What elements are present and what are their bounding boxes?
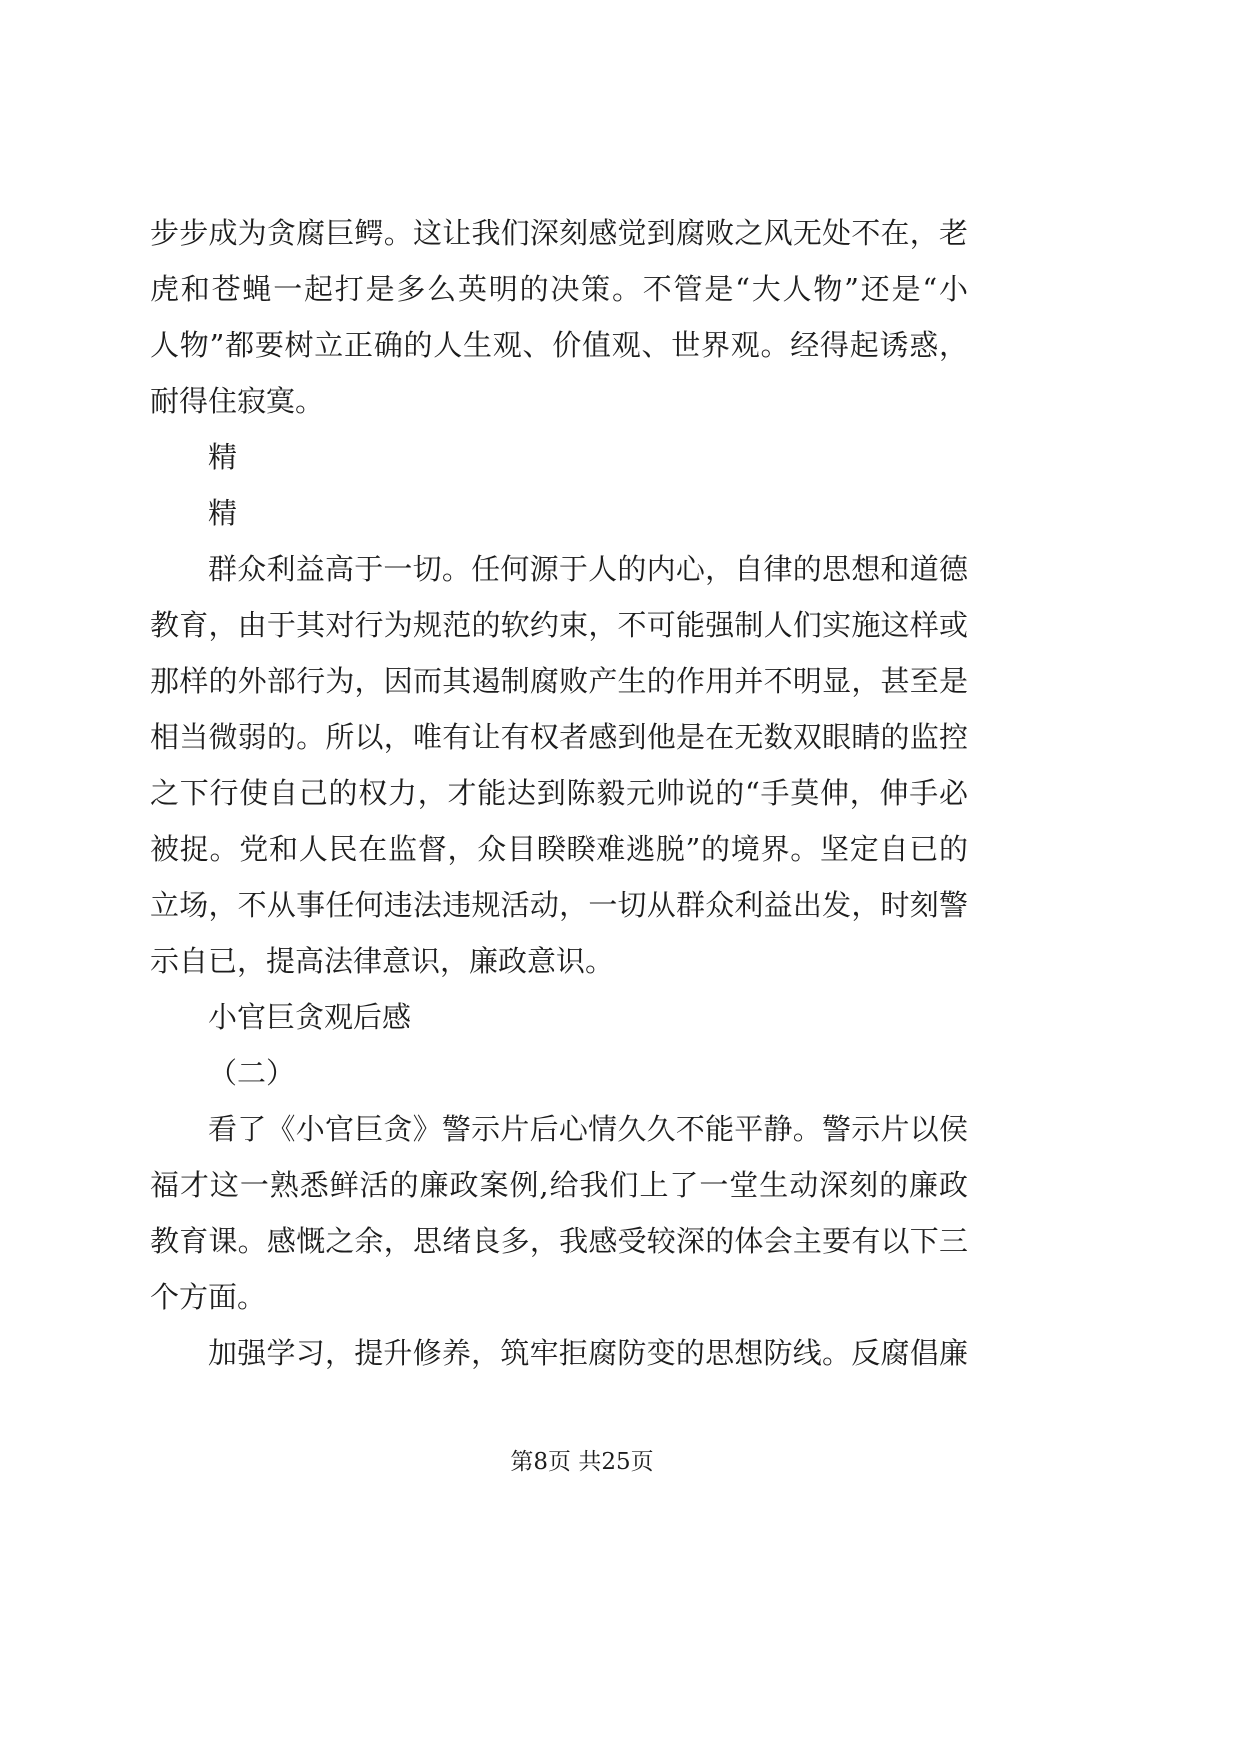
paragraph bbox=[150, 429, 968, 485]
paragraph bbox=[150, 541, 968, 989]
document-page bbox=[150, 205, 968, 1381]
text-line: 示自已，提高法律意识，廉政意识。 bbox=[150, 944, 615, 978]
text-line: 虎和苍蝇一起打是多么英明的决策。不管是“大人物”还是“小 bbox=[150, 272, 968, 306]
text-line: 那样的外部行为，因而其遏制腐败产生的作用并不明显，甚至是 bbox=[150, 664, 968, 698]
paragraph bbox=[150, 1325, 968, 1381]
text-line: 人物”都要树立正确的人生观、价值观、世界观。经得起诱惑， bbox=[150, 328, 968, 362]
section-subheading bbox=[150, 1045, 968, 1101]
text-line: 耐得住寂寞。 bbox=[150, 384, 325, 418]
text-line: 精 bbox=[208, 440, 238, 474]
text-line: 立场，不从事任何违法违规活动，一切从群众利益出发，时刻警 bbox=[150, 888, 968, 922]
text-line: 被捉。党和人民在监督，众目睽睽难逃脱”的境界。坚定自已的 bbox=[150, 832, 968, 866]
page-footer: 第8页 共25页 bbox=[510, 1449, 654, 1475]
text-line: 个方面。 bbox=[150, 1280, 267, 1314]
text-line: 加强学习，提升修养，筑牢拒腐防变的思想防线。反腐倡廉 bbox=[208, 1336, 968, 1370]
text-line: 看了《小官巨贪》警示片后心情久久不能平静。警示片以侯 bbox=[208, 1112, 968, 1146]
text-line: 之下行使自己的权力，才能达到陈毅元帅说的“手莫伸，伸手必 bbox=[150, 776, 968, 810]
text-line: 小官巨贪观后感 bbox=[208, 1000, 412, 1034]
text-line: 相当微弱的。所以，唯有让有权者感到他是在无数双眼睛的监控 bbox=[150, 720, 968, 754]
text-line: 福才这一熟悉鲜活的廉政案例,给我们上了一堂生动深刻的廉政 bbox=[150, 1168, 968, 1202]
text-line: 教育课。感慨之余，思绪良多，我感受较深的体会主要有以下三 bbox=[150, 1224, 968, 1258]
text-line: （二） bbox=[208, 1056, 296, 1090]
paragraph bbox=[150, 485, 968, 541]
section-heading bbox=[150, 989, 968, 1045]
text-line: 教育，由于其对行为规范的软约束，不可能强制人们实施这样或 bbox=[150, 608, 968, 642]
paragraph bbox=[150, 1101, 968, 1325]
text-line: 群众利益高于一切。任何源于人的内心，自律的思想和道德 bbox=[208, 552, 968, 586]
text-line: 步步成为贪腐巨鳄。这让我们深刻感觉到腐败之风无处不在，老 bbox=[150, 216, 968, 250]
paragraph bbox=[150, 205, 968, 429]
text-line: 精 bbox=[208, 496, 238, 530]
